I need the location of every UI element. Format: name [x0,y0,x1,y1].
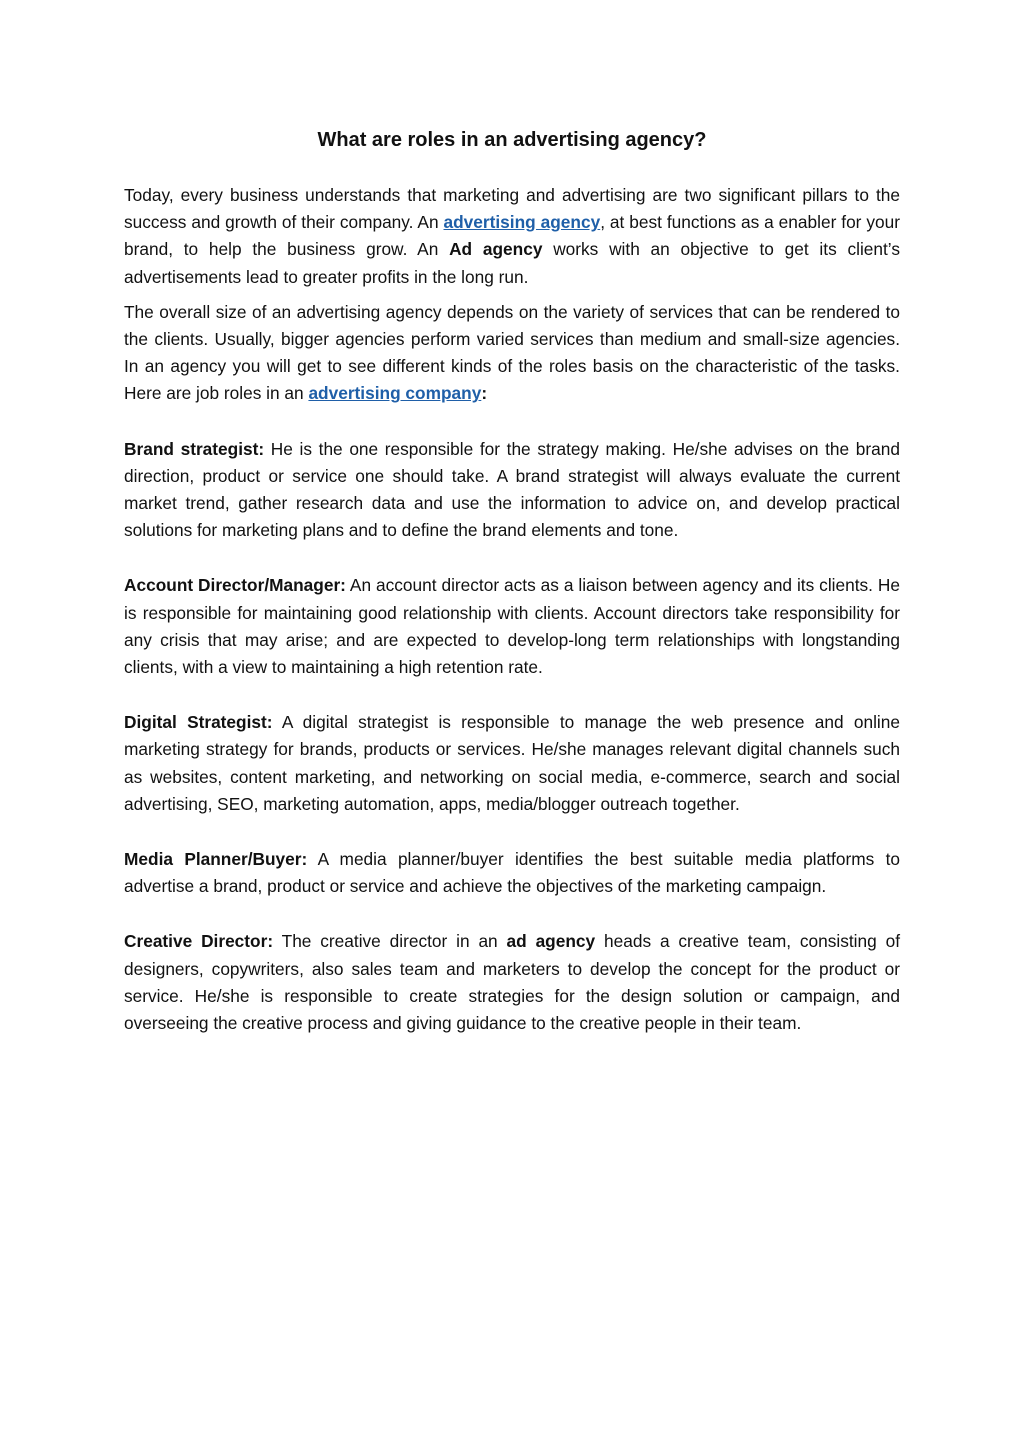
advertising-company-link[interactable]: advertising company [308,383,482,404]
page-title: What are roles in an advertising agency? [317,129,707,151]
role-heading: Account Director/Manager: [124,575,346,596]
role-bold-ad-agency: ad agency [506,931,596,952]
intro-text-2: , at best functions as a enabler for your brand, to help the business grow. An [124,212,900,260]
role-description-part-2: heads a creative team, consisting of designers, copywriters, also sales team and marketers to develop the concept for the product or service. He/she is responsible to create strategies for the design solution or campaign, and overseeing the creative process and giving guidance to the creative people in their team. [124,931,900,1034]
overview-text: The overall size of an advertising agency depends on the variety of services that can be rendered to the clients. Usually, bigger agencies perform varied services than medium and small-size agencies. In an agency you will get to see different kinds of the roles basis on the characteristic of the tasks. Here are job roles in an [124,301,900,404]
role-brand-strategist [124,436,900,545]
intro-paragraph [124,182,900,291]
advertising-agency-link[interactable]: advertising agency [443,212,601,233]
role-description: He is the one responsible for the strategy making. He/she advises on the brand direction, product or service one should take. A brand strategist will always evaluate the current market trend, gather research data and use the information to advice on, and develop practical solutions for marketing plans and to define the brand elements and tone. [124,438,900,541]
role-description: A digital strategist is responsible to manage the web presence and online marketing strategy for brands, products or services. He/she manages relevant digital channels such as websites, content marketing, and networking on social media, e-commerce, search and social advertising, SEO, marketing automation, apps, media/blogger outreach together. [124,712,900,814]
intro-bold-ad-agency: Ad agency [449,239,543,260]
role-creative-director [124,928,900,1037]
role-digital-strategist [124,709,900,818]
overview-colon: : [481,383,488,404]
role-heading: Digital Strategist: [124,712,273,733]
intro-text-3: works with an objective to get its client’s advertisements lead to greater profits in the long run. [124,239,900,287]
overview-paragraph [124,299,900,408]
role-heading: Brand strategist: [124,438,265,459]
role-heading: Media Planner/Buyer: [124,849,308,870]
intro-text-1: Today, every business understands that marketing and advertising are two significant pillars to the success and growth of their company. An [124,185,900,233]
role-description: An account director acts as a liaison between agency and its clients. He is responsible for maintaining good relationship with clients. Account directors take responsibility for any crisis that may arise; and are expected to develop-long term relationships with longstanding clients, with a view to maintaining a high retention rate. [124,575,900,678]
role-description: A media planner/buyer identifies the best suitable media platforms to advertise a brand, product or service and achieve the objectives of the marketing campaign. [124,849,901,897]
role-description-part-1: The creative director in an [273,931,507,952]
role-account-director [124,572,900,681]
role-media-planner [124,846,900,900]
document-page [124,124,900,1045]
role-heading: Creative Director: [124,931,274,952]
